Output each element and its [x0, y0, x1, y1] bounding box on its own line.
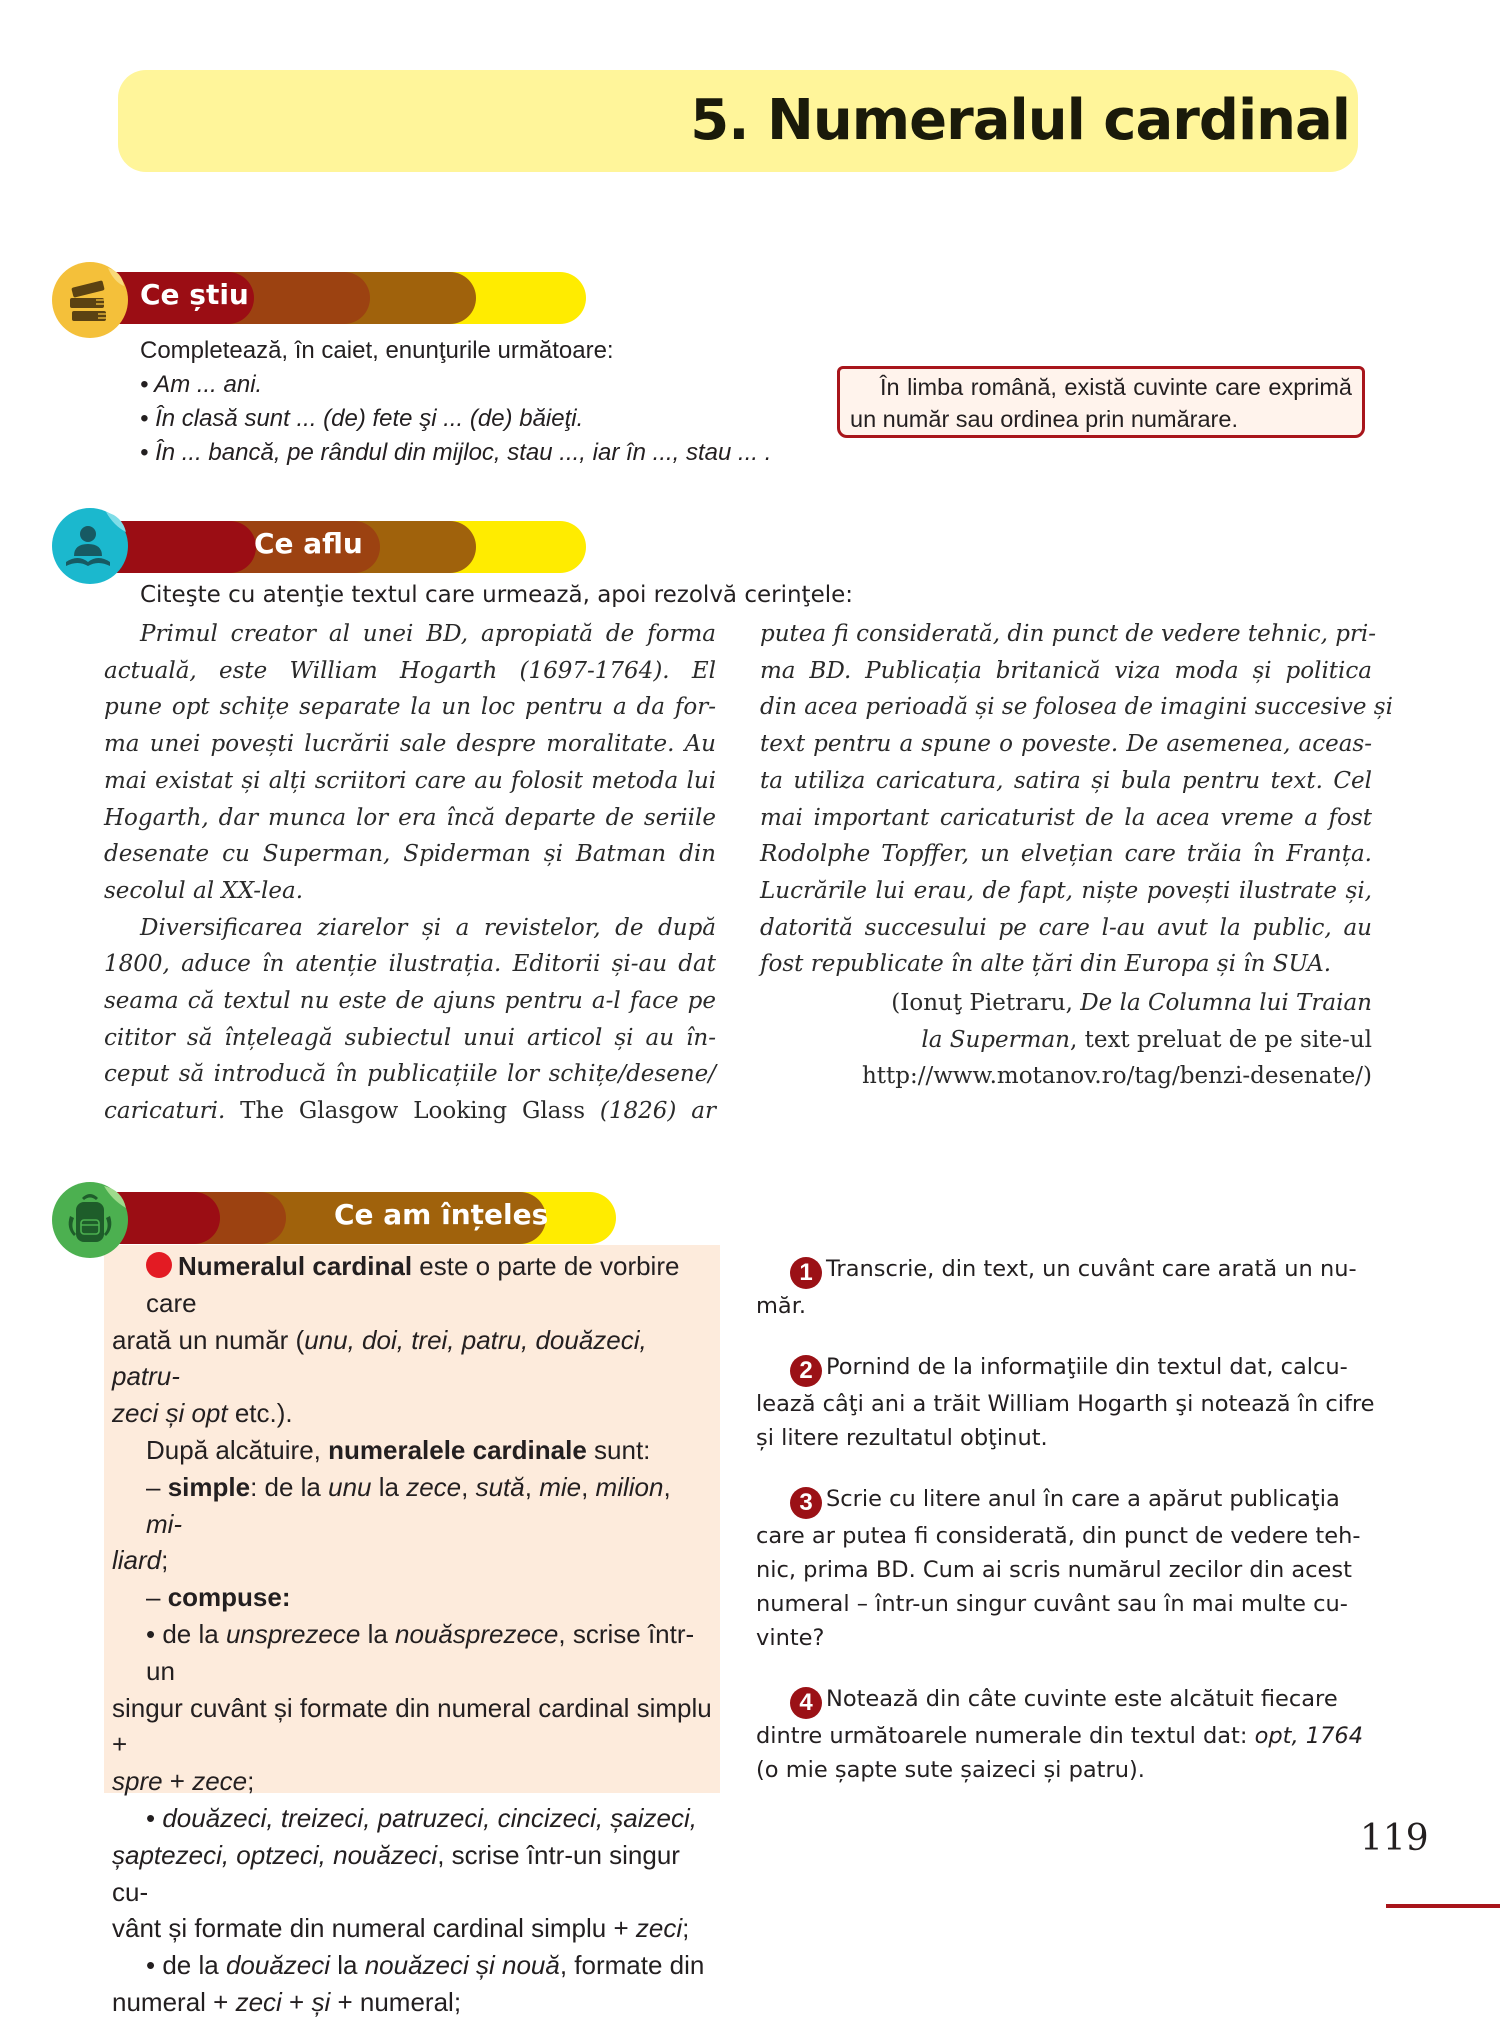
rule-text: : de la [250, 1471, 329, 1502]
exercise-4 [756, 1682, 1376, 1787]
red-bullet-icon [146, 1252, 172, 1278]
passage-line: mai existat și alți scriitori care au folosit metoda lui [104, 767, 716, 794]
example-list: șaptezeci, optzeci, nouăzeci [112, 1839, 438, 1870]
exercise-number-badge: 1 [790, 1257, 822, 1289]
example-word: mie [539, 1471, 582, 1502]
example-word: sută [475, 1471, 525, 1502]
passage-line: pune opt schițe separate la un loc pentru a da for- [104, 694, 716, 721]
citation [862, 985, 1372, 1095]
example-word: zece [406, 1471, 462, 1502]
passage-line: mai important caricaturist de la acea vreme a fost [760, 804, 1372, 831]
reader-icon [52, 508, 128, 584]
passage-line: secolul al XX-lea. [104, 877, 304, 904]
definition-text: este o parte de vorbire care [146, 1251, 680, 1318]
exercise-text: Scrie cu litere anul în care a apărut publicaţia [826, 1486, 1340, 1512]
exercise-1 [756, 1252, 1376, 1323]
exercise-text: dintre următoarele numerale din textul dat: [756, 1723, 1255, 1749]
passage-line: Primul creator al unei BD, apropiată de forma [140, 621, 716, 647]
citation-author: (Ionuţ Pietraru, [891, 990, 1081, 1016]
rule-text: singur cuvânt și formate din numeral cardinal simplu + [112, 1692, 712, 1760]
example-word: milion [595, 1471, 664, 1502]
exercise-text: vinte? [756, 1625, 825, 1651]
rule-text: + numeral; [330, 1986, 462, 2017]
definition-text: etc.). [227, 1398, 293, 1429]
rule-text: vânt și formate din numeral cardinal simplu + [112, 1913, 636, 1944]
backpack-icon [52, 1182, 128, 1258]
citation-source: , text preluat de pe site-ul [1069, 1026, 1372, 1053]
exercise-text: măr. [756, 1293, 807, 1319]
passage-line: fost republicate în alte țări din Europa și în SUA. [760, 951, 1332, 978]
exercise-2 [756, 1350, 1376, 1455]
exercise-example: opt, 1764 [1254, 1723, 1364, 1749]
passage-left-column [104, 616, 716, 1130]
theory-text: Numeralul cardinal este o parte de vorbire care arată un număr (unu, doi, trei, patru, douăzeci, patru- zeci și opt etc.). După alcătuire, numeralele cardinale sunt: – simple: de la unu la zece, sută, mie, milion, mi- liard; – compuse: • de la unsprezece la nouăsprezece, scrise într-un singur cuvânt și formate din numeral cardinal simplu + spre + zece; • douăzeci, treizeci, patruzeci, cincizeci, șaizeci, șaptezeci, optzeci, nouăzeci, scrise într-un singur cu- vânt și formate din numeral cardinal simplu + zeci; • de la douăzeci la nouăzeci și nouă, formate din numeral + zeci + și + numeral; [112, 1251, 712, 2017]
example-word: unsprezece [225, 1618, 361, 1649]
passage-line: Diversificarea ziarelor și a revistelor, de după [140, 914, 716, 941]
exercise-text: numeral – într-un singur cuvânt sau în mai multe cu- [756, 1591, 1348, 1617]
passage-line: ma BD. Publicația britanică viza moda și politica [760, 657, 1372, 684]
page-number: 119 [1360, 1818, 1429, 1859]
section-title-ce-am-inteles: Ce am înțeles [334, 1198, 549, 1231]
example-word: mi- [146, 1508, 183, 1539]
example-word: douăzeci [225, 1950, 331, 1981]
ce-stiu-instruction: Completează, în caiet, enunţurile următoare: [140, 337, 614, 364]
rule-text: la [360, 1618, 396, 1649]
exercise-number-badge: 4 [790, 1687, 822, 1719]
section-title-ce-stiu: Ce știu [140, 278, 249, 311]
ce-aflu-instruction: Citeşte cu atenţie textul care urmează, apoi rezolvă cerinţele: [140, 582, 854, 608]
passage-line: seama că textul nu este de ajuns pentru a-l face pe [104, 988, 716, 1015]
example-word: și [311, 1986, 331, 2017]
rule-text: + [281, 1986, 312, 2017]
rule-text: + [162, 1766, 193, 1797]
example-word: zece [192, 1766, 248, 1797]
rule-text: , scrise într-un [146, 1618, 695, 1686]
exercise-number-badge: 2 [790, 1355, 822, 1387]
citation-url[interactable]: http://www.motanov.ro/tag/benzi-desenate/) [861, 1063, 1372, 1090]
passage-line: Rodolphe Topffer, un elvețian care trăia în Franța. [760, 841, 1372, 868]
example-list: douăzeci, treizeci, patruzeci, cincizeci, șaizeci, [162, 1802, 697, 1833]
passage-right-column [760, 616, 1393, 983]
bullet-item: • În clasă sunt ... (de) fete şi ... (de) băieţi. [140, 405, 584, 432]
section-banner-ce-aflu [90, 521, 586, 573]
exercise-text: nic, prima BD. Cum ai scris numărul zecilor din acest [756, 1557, 1352, 1583]
term-compuse: compuse: [167, 1582, 291, 1613]
example-word: nouăsprezece [395, 1618, 559, 1649]
info-box [837, 366, 1365, 438]
books-icon [52, 262, 128, 338]
rule-text: • de la [146, 1618, 226, 1649]
example-list: zeci și opt [112, 1398, 228, 1429]
rule-text: la [330, 1950, 365, 1981]
example-word: unu [328, 1471, 372, 1502]
definition-text: arată un număr ( [112, 1324, 305, 1355]
term-numeral-cardinal: Numeralul cardinal [178, 1251, 413, 1281]
section-banner-ce-stiu [90, 272, 586, 324]
passage-line: ma unei povești lucrării sale despre moralitate. Au [104, 731, 716, 758]
exercise-3 [756, 1482, 1376, 1655]
passage-line: putea fi considerată, din punct de vedere tehnic, pri- [760, 621, 1377, 647]
passage-line: datorită succesului pe care l-au avut la public, au [760, 914, 1372, 941]
example-word: nouăzeci și nouă [364, 1950, 560, 1981]
example-list: unu, doi, trei, patru, douăzeci, patru- [112, 1324, 647, 1392]
bullet-item: • Am ... ani. [140, 371, 263, 398]
passage-line: text pentru a spune o poveste. De asemenea, aceas- [760, 731, 1372, 758]
example-word: spre [112, 1766, 163, 1797]
citation-work-cont: la Superman [921, 1026, 1070, 1053]
passage-line: din acea perioadă și se folosea de imagini succesive și [760, 694, 1393, 721]
passage-line: desenate cu Superman, Spiderman și Batman din [104, 841, 716, 868]
exercise-text: lează câţi ani a trăit William Hogarth şi notează în cifre [756, 1391, 1375, 1417]
exercise-text: Pornind de la informaţiile din textul dat, calcu- [826, 1354, 1348, 1380]
rule-text: , scrise într-un singur cu- [112, 1839, 680, 1907]
exercise-text: și litere rezultatul obţinut. [756, 1425, 1048, 1451]
bullet-item: • În ... bancă, pe rândul din mijloc, stau ..., iar în ..., stau ... . [140, 439, 772, 466]
example-word: zeci [235, 1986, 282, 2017]
passage-line: actuală, este William Hogarth (1697-1764). El [104, 657, 716, 684]
term-simple: simple [167, 1471, 251, 1502]
classification-text: După alcătuire, [146, 1434, 329, 1465]
passage-line: Lucrările lui erau, de fapt, niște povești ilustrate și, [760, 877, 1372, 904]
passage-line: ceput să introducă în publicațiile lor schițe/desene/ [104, 1061, 716, 1088]
rule-text: • de la [146, 1950, 226, 1981]
rule-text: numeral + [112, 1986, 236, 2017]
term-numerale-cardinale: numeralele cardinale [328, 1434, 587, 1465]
exercise-number-badge: 3 [790, 1487, 822, 1519]
section-banner-ce-am-inteles [90, 1192, 616, 1244]
exercise-text: Notează din câte cuvinte este alcătuit fiecare [826, 1686, 1338, 1712]
passage-line: ta utiliza caricatura, satira și bula pentru text. Cel [760, 767, 1372, 794]
page-title: 5. Numeralul cardinal [690, 88, 1350, 153]
passage-line: Hogarth, dar munca lor era încă departe de seriile [104, 804, 716, 831]
passage-line: cititor să înțeleagă subiectul unui articol și au în- [104, 1024, 716, 1051]
example-word: zeci [635, 1913, 683, 1944]
exercise-text: care ar putea fi considerată, din punct de vedere teh- [756, 1523, 1361, 1549]
passage-line: caricaturi. The Glasgow Looking Glass (1826) ar [104, 1098, 716, 1125]
passage-line: 1800, aduce în atenție ilustrația. Editorii și-au dat [104, 951, 716, 978]
info-box-text: În limba română, există cuvinte care exprimă un număr sau ordinea prin numărare. [850, 374, 1352, 432]
example-word: liard [112, 1545, 162, 1576]
section-title-ce-aflu: Ce aflu [254, 527, 363, 560]
citation-work: De la Columna lui Traian [1080, 990, 1372, 1016]
exercise-text: (o mie șapte sute șaizeci și patru). [756, 1757, 1145, 1783]
rule-text: , formate din [559, 1950, 705, 1981]
exercise-text: Transcrie, din text, un cuvânt care arată un nu- [826, 1256, 1357, 1282]
page-number-rule [1386, 1904, 1500, 1908]
classification-text: sunt: [586, 1434, 651, 1465]
rule-text: la [371, 1471, 407, 1502]
